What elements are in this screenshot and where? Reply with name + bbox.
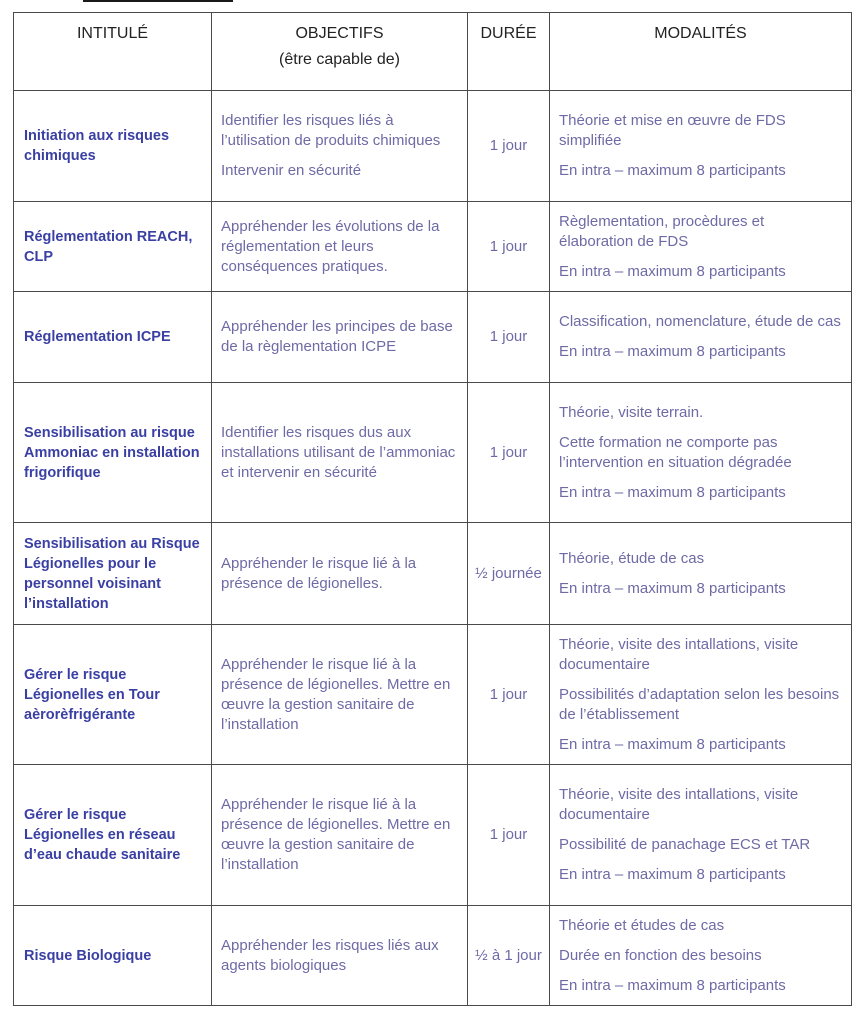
- header-duree: DURÉE: [468, 13, 550, 91]
- table-row: [14, 202, 852, 292]
- table-row: [14, 765, 852, 906]
- table-row: [14, 523, 852, 625]
- modality-text: En intra – maximum 8 participants: [559, 262, 786, 280]
- table-row: [14, 292, 852, 383]
- objective-text: Appréhender le risque lié à la présence de légionelles. Mettre en œuvre la gestion sanitaire de l’installation: [221, 796, 451, 873]
- modality-text: En intra – maximum 8 participants: [559, 162, 786, 179]
- modality-text: Théorie, étude de cas: [559, 549, 705, 567]
- modality-text: Règlementation, procèdures et élaboration de FDS: [559, 212, 765, 250]
- training-duration: 1 jour: [468, 765, 550, 906]
- training-objectives: [212, 765, 468, 906]
- modality-text: Théorie, visite terrain.: [559, 403, 704, 421]
- training-modalities: [550, 91, 852, 202]
- modality-text: Classification, nomenclature, étude de cas: [559, 313, 841, 330]
- training-title: Initiation aux risques chimiques: [14, 91, 212, 202]
- training-title: Sensibilisation au Risque Légionelles pour le personnel voisinant l’installation: [14, 523, 212, 625]
- training-objectives: [212, 383, 468, 523]
- training-objectives: [212, 292, 468, 383]
- objective-text: Appréhender les évolutions de la réglementation et leurs conséquences pratiques.: [221, 217, 440, 275]
- table-row: [14, 625, 852, 765]
- training-modalities: [550, 765, 852, 906]
- objective-text: Appréhender les principes de base de la règlementation ICPE: [221, 318, 453, 355]
- modality-text: En intra – maximum 8 participants: [559, 483, 786, 501]
- training-objectives: [212, 91, 468, 202]
- header-modalites: MODALITÉS: [550, 13, 852, 91]
- training-objectives: [212, 625, 468, 765]
- modality-text: Théorie, visite des intallations, visite documentaire: [559, 786, 799, 823]
- modality-text: En intra – maximum 8 participants: [559, 343, 786, 360]
- modality-text: Durée en fonction des besoins: [559, 946, 762, 964]
- training-objectives: [212, 523, 468, 625]
- objective-text: Identifier les risques liés à l’utilisation de produits chimiques: [221, 112, 441, 149]
- training-duration: 1 jour: [468, 202, 550, 292]
- training-title: Risque Biologique: [14, 906, 212, 1006]
- training-duration: 1 jour: [468, 91, 550, 202]
- header-intitule: INTITULÉ: [14, 13, 212, 91]
- header-row: [14, 13, 852, 91]
- training-title: Réglementation ICPE: [14, 292, 212, 383]
- training-modalities: [550, 625, 852, 765]
- modality-text: En intra – maximum 8 participants: [559, 976, 786, 994]
- training-title: Gérer le risque Légionelles en réseau d’eau chaude sanitaire: [14, 765, 212, 906]
- modality-text: En intra – maximum 8 participants: [559, 866, 786, 883]
- training-modalities: [550, 292, 852, 383]
- modality-text: Possibilités d’adaptation selon les besoins de l’établissement: [559, 685, 840, 723]
- training-duration: ½ à 1 jour: [468, 906, 550, 1006]
- training-modalities: [550, 523, 852, 625]
- modality-text: En intra – maximum 8 participants: [559, 735, 786, 753]
- table-row: [14, 906, 852, 1006]
- modality-text: Théorie et mise en œuvre de FDS simplifiée: [559, 112, 786, 149]
- training-modalities: [550, 202, 852, 292]
- objective-text: Appréhender les risques liés aux agents biologiques: [221, 936, 439, 974]
- header-objectifs-sub: (être capable de): [279, 51, 400, 68]
- training-table: [13, 12, 852, 1006]
- training-objectives: [212, 202, 468, 292]
- modality-text: En intra – maximum 8 participants: [559, 579, 786, 597]
- table-row: [14, 383, 852, 523]
- training-duration: 1 jour: [468, 625, 550, 765]
- top-rule: [83, 0, 233, 2]
- training-duration: 1 jour: [468, 292, 550, 383]
- header-objectifs: OBJECTIFS (être capable de): [212, 13, 468, 91]
- objective-text: Intervenir en sécurité: [221, 162, 362, 179]
- training-duration: ½ journée: [468, 523, 550, 625]
- objective-text: Appréhender le risque lié à la présence de légionelles. Mettre en œuvre la gestion sanitaire de l’installation: [221, 655, 451, 733]
- training-title: Gérer le risque Légionelles en Tour aèrorèfrigérante: [14, 625, 212, 765]
- modality-text: Théorie, visite des intallations, visite documentaire: [559, 635, 799, 673]
- training-title: Sensibilisation au risque Ammoniac en installation frigorifique: [14, 383, 212, 523]
- modality-text: Cette formation ne comporte pas l’intervention en situation dégradée: [559, 433, 792, 471]
- objective-text: Appréhender le risque lié à la présence de légionelles.: [221, 554, 417, 592]
- modality-text: Possibilité de panachage ECS et TAR: [559, 836, 811, 853]
- table-row: [14, 91, 852, 202]
- training-objectives: [212, 906, 468, 1006]
- objective-text: Identifier les risques dus aux installations utilisant de l’ammoniac et intervenir en sécurité: [221, 423, 456, 481]
- training-duration: 1 jour: [468, 383, 550, 523]
- modality-text: Théorie et études de cas: [559, 916, 725, 934]
- training-title: Réglementation REACH, CLP: [14, 202, 212, 292]
- training-modalities: [550, 906, 852, 1006]
- training-modalities: [550, 383, 852, 523]
